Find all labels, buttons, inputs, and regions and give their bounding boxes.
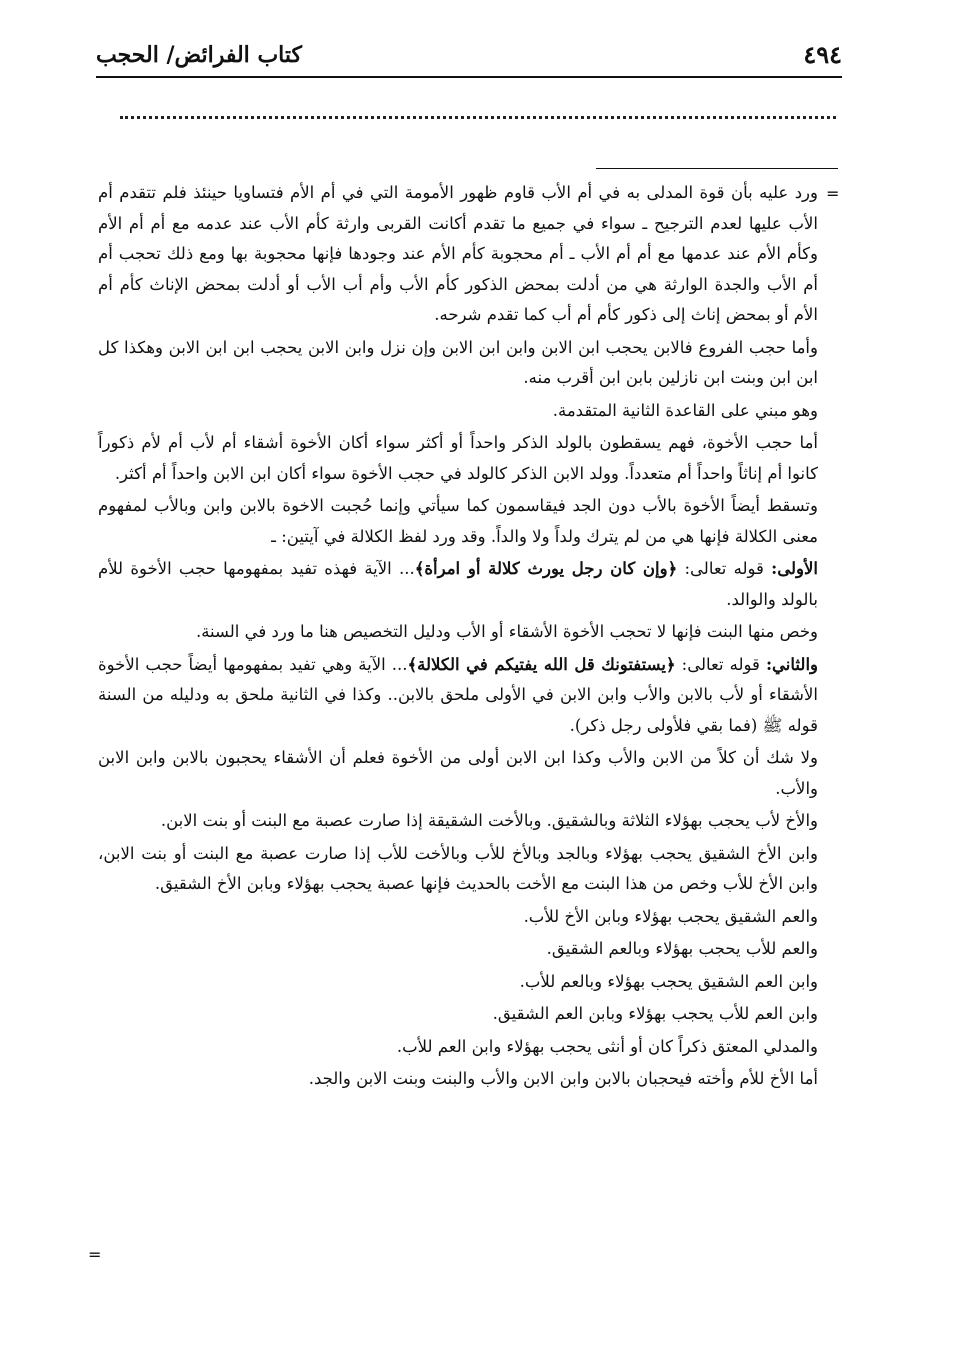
- paragraph: وابن الأخ الشقيق يحجب بهؤلاء وبالجد وبالأخ للأب وبالأخت للأب إذا صارت عصبة مع البنت أو بنت الابن، وابن الأخ للأب وخص من هذا البنت مع الأخت بالحديث فإنها عصبة يحجب بهؤلاء وبابن الأخ الشقيق.: [98, 843, 818, 893]
- footnote-body: [98, 178, 818, 1097]
- paragraph: ولا شك أن كلاً من الابن والأب وكذا ابن الابن أولى من الأخوة فعلم أن الأشقاء يحجبون بالابن وابن الابن والأب.: [98, 748, 818, 798]
- paragraph-lead: الأولى:: [771, 559, 818, 578]
- paragraph-text: ... الآية فهذه تفيد بمفهومها حجب الأخوة للأم بالولد والوالد.: [98, 559, 818, 609]
- footnote-rule: [596, 168, 838, 169]
- paragraph: والأخ لأب يحجب بهؤلاء الثلاثة وبالشقيق. وبالأخت الشقيقة إذا صارت عصبة مع البنت أو بنت الابن.: [160, 811, 818, 830]
- paragraph-text: قوله تعالى:: [675, 654, 766, 674]
- paragraph: وأما حجب الفروع فالابن يحجب ابن الابن وابن ابن الابن وإن نزل وابن الابن يحجب ابن ابن الابن وهكذا كل ابن ابن وبنت ابن نازلين بابن ابن أقرب منه.: [98, 337, 818, 387]
- paragraph: [98, 650, 818, 742]
- paragraph: [98, 554, 818, 615]
- page-header: [96, 38, 842, 74]
- page-number: ٤٩٤: [803, 40, 842, 69]
- quran-verse: ﴿يستفتونك قل الله يفتيكم في الكلالة﴾: [407, 654, 676, 674]
- paragraph-lead: والثاني:: [765, 654, 818, 674]
- paragraph: والعم للأب يحجب بهؤلاء وبالعم الشقيق.: [546, 939, 818, 958]
- continuation-mark-top: =: [826, 184, 840, 203]
- running-title: كتاب الفرائض/ الحجب: [96, 42, 302, 68]
- paragraph: وهو مبني على القاعدة الثانية المتقدمة.: [552, 400, 818, 420]
- paragraph: أما الأخ للأم وأخته فيحجبان بالابن وابن الابن والأب والبنت وبنت الابن والجد.: [308, 1069, 818, 1088]
- quran-verse: ﴿وإن كان رجل يورث كلالة أو امرأة﴾: [414, 559, 678, 578]
- paragraph: وابن العم للأب يحجب بهؤلاء وبابن العم الشقيق.: [492, 1004, 818, 1023]
- paragraph: وتسقط أيضاً الأخوة بالأب دون الجد فيقاسمون كما سيأتي وإنما حُجبت الاخوة بالابن وابن وبالأب لمفهوم معنى الكلالة فإنها هي من لم يترك ولداً ولا والداً. وقد ورد لفظ الكلالة في آيتين: ـ: [98, 496, 818, 546]
- paragraph-text: ... الآية وهي تفيد بمفهومها أيضاً حجب الأخوة الأشقاء أو لأب بالابن والأب وابن الابن في الأولى ملحق بالابن.. وكذا في الثانية ملحق به ودليله من السنة قوله ﷺ (فما بقي فلأولى رجل ذكر).: [98, 654, 818, 735]
- paragraph: وخص منها البنت فإنها لا تحجب الأخوة الأشقاء أو الأب ودليل التخصيص هنا ما ورد في السنة.: [195, 622, 818, 641]
- paragraph: والمدلي المعتق ذكراً كان أو أنثى يحجب بهؤلاء وابن العم للأب.: [396, 1036, 818, 1056]
- paragraph: وابن العم الشقيق يحجب بهؤلاء وبالعم للأب.: [519, 971, 818, 991]
- paragraph-text: قوله تعالى:: [677, 559, 772, 578]
- paragraph: والعم الشقيق يحجب بهؤلاء وبابن الأخ للأب.: [523, 906, 818, 926]
- paragraph: ورد عليه بأن قوة المدلى به في أم الأب قاوم ظهور الأمومة التي في أم الأم فتساويا حينئذ فلم تتقدم أم الأب عليها لعدم الترجيح ـ سواء في جميع ما تقدم أكانت القربى وارثة كأم الأب عند عدمه مع أم أم الأم وكأم الأم عند عدمها مع أم أم الأب ـ أم محجوبة كأم الأم عند وجودها فإنها محجوبة بها ومع ذلك تحجب أم أم الأب والجدة الوارثة هي من أدلت بمحض الذكور كأم الأب وأم أب الأب أو أدلت بمحض الإناث كأم أم الأم أو بمحض إناث إلى ذكور كأم أم أب كما تقدم شرحه.: [98, 183, 818, 324]
- continuation-mark-bottom: =: [88, 1245, 102, 1264]
- header-rule: [96, 76, 842, 78]
- dotted-separator: [120, 116, 836, 119]
- paragraph: أما حجب الأخوة، فهم يسقطون بالولد الذكر واحداً أو أكثر سواء أكان الأخوة أشقاء أم لأب أم لأم ذكوراً كانوا أم إناثاً واحداً أم متعدداً. وولد الابن الذكر كالولد في حجب الأخوة سواء أكان ابن الابن واحداً أم أكثر.: [98, 433, 818, 483]
